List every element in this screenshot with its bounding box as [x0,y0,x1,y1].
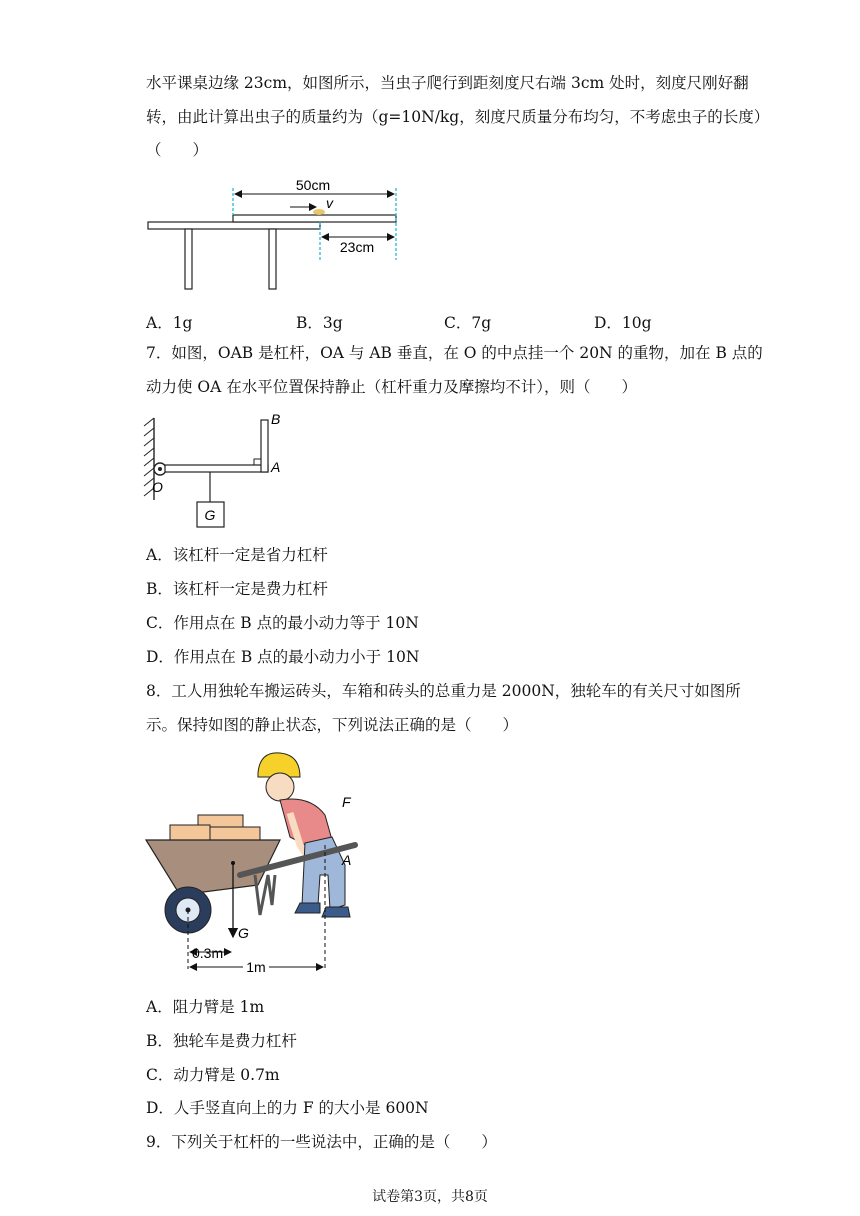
q8-option-d[interactable]: D．人手竖直向上的力 F 的大小是 600N [146,1099,429,1117]
q6-figure-ruler-desk [140,170,420,295]
label-23cm: 23cm [339,239,375,255]
label-A: A [342,852,352,868]
q8-figure-wheelbarrow [140,745,370,980]
label-v: v [326,195,333,211]
q7-text-line-2: 动力使 OA 在水平位置保持静止（杠杆重力及摩擦均不计），则（ ） [146,378,638,396]
q7-text-line-1: 7．如图，OAB 是杠杆，OA 与 AB 垂直，在 O 的中点挂一个 20N 的重物，加在 B 点的 [146,344,763,362]
page-footer: 试卷第3页，共8页 [372,1189,488,1205]
label-1m: 1m [246,959,266,975]
q9-text-line-1: 9．下列关于杠杆的一些说法中，正确的是（ ） [146,1133,497,1151]
q7-option-c[interactable]: C．作用点在 B 点的最小动力等于 10N [146,614,419,632]
q6-option-a[interactable]: A．1g [146,314,193,332]
label-0.3m: 0.3m [192,945,224,961]
q6-option-d[interactable]: D．10g [594,314,652,332]
q6-text-line-2: 转，由此计算出虫子的质量约为（g=10N/kg，刻度尺质量分布均匀，不考虑虫子的长度） [146,108,770,126]
q8-option-a[interactable]: A．阻力臂是 1m [146,998,265,1016]
label-B: B [271,411,281,427]
desk-leg-right [269,229,276,289]
label-A: A [271,459,281,475]
bug-icon [313,209,325,215]
desk-leg-left [185,229,192,289]
q6-option-b[interactable]: B．3g [296,314,343,332]
q7-option-b[interactable]: B．该杠杆一定是费力杠杆 [146,580,328,598]
desk-top [148,222,320,229]
ruler [233,215,396,222]
label-G: G [238,925,249,941]
q7-figure-lever [140,410,290,530]
q7-option-d[interactable]: D．作用点在 B 点的最小动力小于 10N [146,648,420,666]
q8-option-b[interactable]: B．独轮车是费力杠杆 [146,1032,297,1050]
q6-text-line-3: （ ） [146,141,209,159]
label-G: G [204,507,216,523]
label-50cm: 50cm [295,177,331,193]
q8-text-line-1: 8．工人用独轮车搬运砖头，车箱和砖头的总重力是 2000N，独轮车的有关尺寸如图所 [146,682,741,700]
label-F: F [342,794,351,810]
q8-text-line-2: 示。保持如图的静止状态，下列说法正确的是（ ） [146,716,519,734]
lever-arm-oa [165,465,268,472]
q8-option-c[interactable]: C．动力臂是 0.7m [146,1066,280,1084]
q6-text-line-1: 水平课桌边缘 23cm，如图所示，当虫子爬行到距刻度尺右端 3cm 处时，刻度尺刚好翻 [146,74,749,92]
q7-option-a[interactable]: A．该杠杆一定是省力杠杆 [146,546,328,564]
q6-option-c[interactable]: C．7g [444,314,492,332]
lever-arm-ab [261,420,268,472]
label-O: O [152,479,163,495]
